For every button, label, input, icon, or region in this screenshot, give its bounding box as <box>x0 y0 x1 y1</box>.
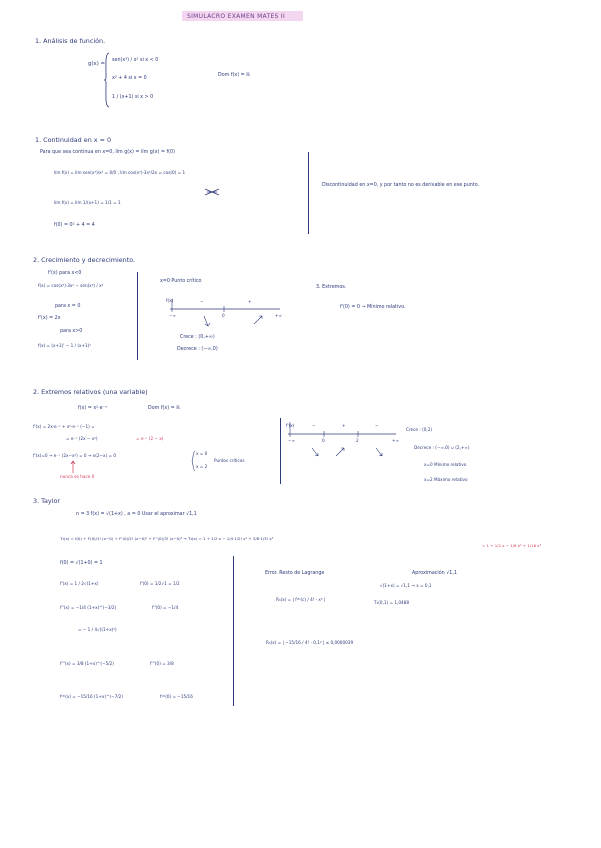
taylor-f0: f(0) = √(1+0) = 1 <box>60 561 103 566</box>
arrow-up-icon <box>70 460 76 474</box>
decreasing-interval-2: Decrece : (−∞,0) ∪ (2,+∞) <box>414 445 470 450</box>
taylor-f4: f⁽⁴⁾(x) = −15/16 (1+x)^(−7/2) <box>60 694 123 699</box>
sign-chart1-minus: − <box>200 299 204 304</box>
taylor-f2-value: f''(0) = −1/4 <box>152 605 179 610</box>
divider-vertical-3 <box>280 418 281 484</box>
taylor-formula: T₃(x) = f(0) + f'(0)/1! (x−0) + f''(0)/2! (x−0)² + f'''(0)/3! (x−0)³ → T₃(x) = 1 + 1/2 x − 1/4·1/2! x² + 3/8·1/3! x³ <box>60 536 274 541</box>
derivative-line2: = e⁻ˣ (2x − x²) <box>66 436 98 441</box>
piecewise-case1: sen(x³) / x² si x < 0 <box>112 58 159 63</box>
page-title: SIMULACRO EXAMEN MATES II <box>187 13 286 20</box>
min-result: x=0 Mínimo relativo <box>424 462 467 467</box>
deriv-case2-formula: f'(x) = 2x <box>38 316 61 321</box>
continuity-heading: 1. Continuidad en x = 0 <box>35 136 112 144</box>
approx-heading: Aproximación √1,1 <box>412 571 457 576</box>
taylor-f2-alt: = − 1 / 4√((1+x)³) <box>78 627 117 632</box>
domain-text-2: Dom f(x) = ℝ <box>148 406 180 411</box>
approx-value: T₃(0,1) = 1,0488 <box>374 600 409 605</box>
domain-text: Dom f(x) = ℝ <box>218 73 250 78</box>
continuity-right-limit: lím f(x) = lím 1/(x+1) = 1/1 = 1 <box>54 200 121 205</box>
divider-vertical-2 <box>137 272 138 360</box>
piecewise-label: g(x) = <box>88 61 106 67</box>
sign-chart2-fx: f'(x) <box>286 423 295 428</box>
deriv-case3-formula: f(x) = (x+1)' − 1 / (x+1)² <box>38 343 91 348</box>
piecewise-case3: 1 / (x+1) si x > 0 <box>112 95 154 100</box>
sign-chart2-left: −∞ <box>288 438 295 443</box>
critical-x2: x = 2 <box>196 464 208 469</box>
divider-vertical-4 <box>233 556 234 706</box>
never-zero-note: nunca se hace 0 <box>60 474 95 479</box>
decreasing-interval: Decrece : (−∞,0) <box>177 347 218 352</box>
section1-heading: 1. Análisis de función. <box>35 37 106 45</box>
taylor-result: = 1 + 1/2 x − 1/8 x² + 1/16 x³ <box>482 543 542 548</box>
continuity-f0: f(0) = 0² + 4 = 4 <box>54 223 95 228</box>
continuity-left-limit: lím f(x) = lím sen(x³)/x² = 0/0 ; lím cos(x³)·3x²/2x = cos(0) = 1 <box>54 170 186 175</box>
lagrange-heading: Error. Resto de Lagrange <box>265 571 325 576</box>
increasing-interval: Crece : (0,+∞) <box>180 335 215 340</box>
derivative-zero-eq: f'(x)=0 → e⁻ˣ (2x−x²) = 0 → x(2−x) = 0 <box>33 453 117 458</box>
critical-points-label: Puntos críticos <box>214 458 245 463</box>
sign-chart2-zero: 0 <box>322 438 325 443</box>
sign-chart1-plus: + <box>248 299 252 304</box>
cross-out-icon <box>204 188 220 196</box>
taylor-f3-value: f'''(0) = 3/8 <box>150 661 174 666</box>
sign-chart-1 <box>170 296 282 330</box>
taylor-f2: f''(x) = −1/4 (1+x)^(−3/2) <box>60 605 117 610</box>
deriv-case1-label: f'(x) para x<0 <box>48 271 82 276</box>
lagrange-formula: R₃(x) = | f⁽⁴⁾(c) / 4! · x⁴ | <box>276 597 326 602</box>
extrema-heading: 3. Extremos. <box>316 285 347 290</box>
function-definition: f(x) = x²·e⁻ˣ <box>78 406 108 411</box>
extrema-result: f'(0) = 0 → Mínimo relativo. <box>340 305 406 310</box>
increasing-interval-2: Crece : (0,2) <box>406 427 433 432</box>
critical-x0: x = 0 <box>196 451 208 456</box>
continuity-conclusion: Discontinuidad en x=0, y por tanto no es derivable en ese punto. <box>322 183 480 188</box>
section3-heading: 3. Taylor <box>33 497 60 505</box>
derivative-line2-factored: = e⁻ˣ (2 − x) <box>136 436 164 441</box>
sign-chart1-fx: f(x) <box>166 298 174 303</box>
taylor-f4-value: f⁽⁴⁾(0) = −15/16 <box>160 694 193 699</box>
sign-chart2-right: +∞ <box>392 438 399 443</box>
sign-chart1-right: +∞ <box>275 313 282 318</box>
section2-heading: 2. Extremos relativos (una variable) <box>33 388 148 396</box>
max-result: x=2 Máximo relativo <box>424 477 468 482</box>
derivative-line1: f'(x) = 2x·e⁻ˣ + x²·e⁻ˣ (−1) = <box>33 424 95 429</box>
lagrange-bound: R₃(x) = | −15/16 / 4! · 0,1⁴ | ≤ 0,0000039 <box>266 640 354 645</box>
sign-chart2-neg1: − <box>312 423 316 428</box>
taylor-f1: f'(x) = 1 / 2√(1+x) <box>60 581 99 586</box>
piecewise-brace-icon <box>104 52 110 108</box>
deriv-case3-label: para x>0 <box>60 329 83 334</box>
critical-point-text: x=0 Punto crítico <box>160 279 202 284</box>
deriv-case2-label: para x = 0 <box>55 304 81 309</box>
divider-vertical <box>308 152 309 234</box>
taylor-intro: n = 3 f(x) = √(1+x) , a = 0 Usar el aproximar √1,1 <box>76 512 197 517</box>
taylor-f1-value: f'(0) = 1/2√1 = 1/2 <box>140 581 180 586</box>
sign-chart2-pos: + <box>342 423 346 428</box>
deriv-case1-formula: f(x) = cos(x³)·3x² − sen(x³) / x⁴ <box>38 283 104 288</box>
approx-substitution: √(1+x) = √1,1 → x = 0,1 <box>380 583 432 588</box>
continuity-line1: Para que sea continua en x=0, lím g(x) = lím g(x) = f(0) <box>40 150 175 155</box>
sign-chart2-two: 2 <box>356 438 359 443</box>
sign-chart1-left: −∞ <box>169 313 176 318</box>
title-highlight <box>182 11 303 21</box>
sign-chart2-neg2: − <box>375 423 379 428</box>
monotonicity-heading: 2. Crecimiento y decrecimiento. <box>33 256 136 264</box>
piecewise-case2: x² + 4 si x = 0 <box>112 76 147 81</box>
taylor-f3: f'''(x) = 3/8 (1+x)^(−5/2) <box>60 661 114 666</box>
sign-chart1-zero: 0 <box>222 313 225 318</box>
brace-icon <box>192 450 196 472</box>
